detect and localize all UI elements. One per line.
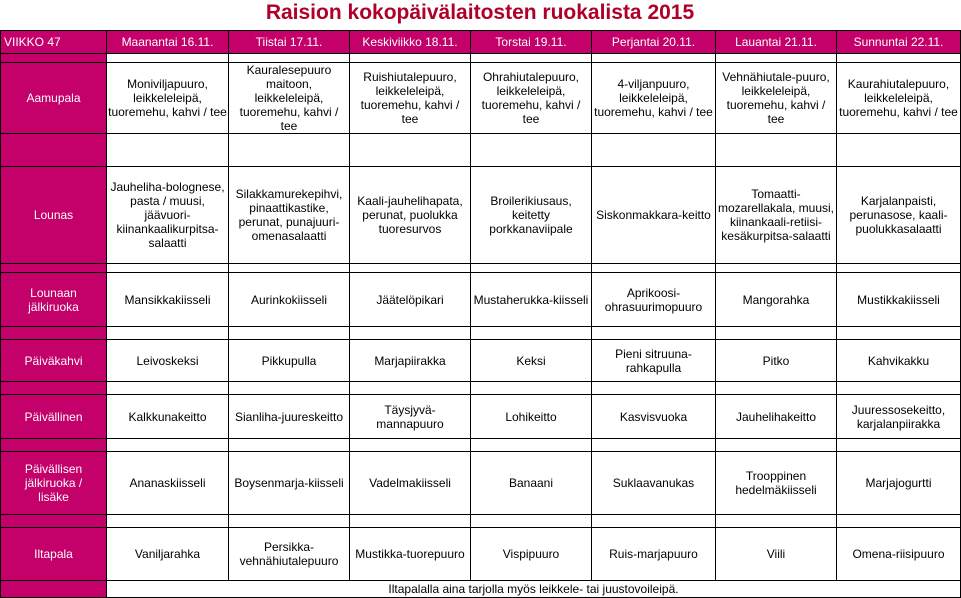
meal-row bbox=[1, 63, 961, 134]
text-line: perunat, puolukka bbox=[362, 208, 458, 222]
text-line: leikkeleleipä, bbox=[375, 84, 445, 98]
menu-cell-sat bbox=[716, 528, 837, 581]
text-line: pinaattikastike, bbox=[249, 201, 329, 215]
meal-row bbox=[1, 340, 961, 382]
text-line: Jäätelöpikari bbox=[376, 292, 444, 307]
text-line: Silakkamurekepihvi, bbox=[235, 187, 343, 201]
text-line: lisäke bbox=[38, 490, 69, 504]
menu-cell-wed bbox=[350, 63, 471, 134]
menu-cell-sun bbox=[837, 528, 961, 581]
text-line: leikkeleleipä, bbox=[496, 84, 566, 98]
text-line: Tomaatti- bbox=[751, 187, 801, 201]
meal-row bbox=[1, 273, 961, 327]
text-line: perunasose, kaali- bbox=[849, 208, 948, 222]
menu-cell-fri bbox=[592, 452, 716, 515]
text-line: Pikkupulla bbox=[261, 353, 317, 368]
menu-cell-sun bbox=[837, 273, 961, 327]
menu-cell-wed bbox=[350, 395, 471, 439]
menu-cell-mon bbox=[107, 452, 229, 515]
text-line: kiinankaalikurpitsa- bbox=[116, 222, 219, 236]
text-line: Mustaherukka-kiisseli bbox=[473, 292, 589, 307]
text-line: kiinankaali-retiisi- bbox=[729, 215, 823, 229]
text-line: Kaurahiutalepuuro, bbox=[847, 77, 950, 91]
text-line: keitetty bbox=[511, 208, 550, 222]
meal-label bbox=[1, 273, 107, 327]
text-line: Ruishiutalepuuro, bbox=[363, 70, 457, 84]
text-line: Kasvisvuoka bbox=[619, 409, 688, 424]
text-line: Mustikka-tuorepuuro bbox=[355, 547, 465, 561]
text-line: Kalkkunakeitto bbox=[128, 409, 207, 424]
menu-cell-sun bbox=[837, 452, 961, 515]
menu-cell-tue bbox=[229, 340, 350, 382]
text-line: Broilerikiusaus, bbox=[490, 194, 572, 208]
menu-cell-mon bbox=[107, 395, 229, 439]
text-line: 4-viljanpuuro, bbox=[617, 77, 690, 91]
text-line: Marjapiirakka bbox=[374, 353, 446, 368]
meal-row bbox=[1, 395, 961, 439]
text-line: Vispipuuro bbox=[502, 547, 560, 561]
menu-cell-fri bbox=[592, 167, 716, 264]
text-line: jäävuori- bbox=[144, 208, 191, 222]
text-line: maitoon, leikkeleleipä, bbox=[254, 77, 324, 105]
menu-cell-fri bbox=[592, 273, 716, 327]
text-line: jälkiruoka bbox=[28, 299, 79, 314]
text-line: pasta / muusi, bbox=[130, 194, 205, 208]
text-line: Mustikkakiisseli bbox=[857, 292, 940, 307]
text-line: tuoremehu, kahvi / tee bbox=[594, 105, 713, 119]
text-line: Boysenmarja-kiisseli bbox=[234, 476, 344, 490]
text-line: Sianliha-juureskeitto bbox=[234, 409, 344, 424]
text-line: Moniviljapuuro, bbox=[127, 77, 208, 91]
text-line: Päiväkahvi bbox=[24, 353, 83, 368]
menu-cell-sat bbox=[716, 340, 837, 382]
menu-cell-thu bbox=[471, 167, 592, 264]
text-line: Mansikkakiisseli bbox=[124, 292, 211, 307]
meal-row bbox=[1, 167, 961, 264]
footnote-label-cell bbox=[1, 581, 107, 598]
menu-cell-tue bbox=[229, 452, 350, 515]
text-line: rahkapulla bbox=[625, 360, 682, 375]
menu-cell-mon bbox=[107, 528, 229, 581]
spacer-row bbox=[1, 264, 961, 273]
text-line: kesäkurpitsa-salaatti bbox=[721, 229, 831, 243]
menu-cell-sat bbox=[716, 452, 837, 515]
text-line: Täysjyvä-mannapuuro bbox=[376, 402, 444, 431]
menu-cell-sat bbox=[716, 63, 837, 134]
menu-cell-wed bbox=[350, 452, 471, 515]
text-line: ohrasuurimopuuro bbox=[604, 299, 703, 314]
meal-label bbox=[1, 395, 107, 439]
text-line: Kahvikakku bbox=[867, 353, 930, 368]
text-line: leikkeleleipä, bbox=[864, 91, 933, 105]
text-line: Keksi bbox=[516, 353, 546, 368]
text-line: Leivoskeksi bbox=[136, 353, 199, 368]
meal-label bbox=[1, 528, 107, 581]
text-line: leikkeleleipä, bbox=[741, 84, 811, 98]
text-line: Suklaavanukas bbox=[612, 476, 695, 490]
menu-cell-mon bbox=[107, 63, 229, 134]
text-line: Ananaskiisseli bbox=[129, 476, 206, 490]
day-header-sun: Sunnuntai 22.11. bbox=[837, 31, 961, 54]
menu-cell-sat bbox=[716, 273, 837, 327]
text-line: puolukkasalaatti bbox=[855, 222, 942, 236]
spacer-row bbox=[1, 382, 961, 395]
menu-table bbox=[0, 30, 961, 598]
spacer-row bbox=[1, 327, 961, 340]
meal-label bbox=[1, 167, 107, 264]
menu-cell-tue bbox=[229, 167, 350, 264]
footnote-row bbox=[1, 581, 961, 598]
text-line: Pitko bbox=[762, 353, 790, 368]
menu-cell-fri bbox=[592, 528, 716, 581]
day-header-sat: Lauantai 21.11. bbox=[716, 31, 837, 54]
text-line: tuoremehu, kahvi / tee bbox=[481, 98, 581, 126]
menu-cell-sun bbox=[837, 167, 961, 264]
text-line: mozarellakala, muusi, bbox=[717, 201, 835, 215]
text-line: Kaali-jauhelihapata, bbox=[357, 194, 463, 208]
text-line: Lounas bbox=[33, 208, 74, 222]
menu-cell-mon bbox=[107, 167, 229, 264]
day-header-wed: Keskiviikko 18.11. bbox=[350, 31, 471, 54]
text-line: Aamupala bbox=[26, 91, 81, 105]
text-line: porkkanaviipale bbox=[489, 222, 573, 236]
text-line: leikkeleleipä, bbox=[619, 91, 688, 105]
spacer-row bbox=[1, 54, 961, 63]
text-line: jälkiruoka / bbox=[24, 476, 83, 490]
menu-cell-fri bbox=[592, 395, 716, 439]
menu-cell-sun bbox=[837, 395, 961, 439]
meal-label bbox=[1, 63, 107, 134]
text-line: Päivällinen bbox=[24, 409, 83, 424]
day-header-thu: Torstai 19.11. bbox=[471, 31, 592, 54]
text-line: Iltapala bbox=[34, 547, 73, 561]
meal-row bbox=[1, 452, 961, 515]
menu-cell-thu bbox=[471, 273, 592, 327]
menu-cell-wed bbox=[350, 528, 471, 581]
text-line: leikkeleleipä, bbox=[133, 91, 202, 105]
text-line: Karjalanpaisti, bbox=[860, 194, 937, 208]
menu-cell-fri bbox=[592, 63, 716, 134]
text-line: Kauralesepuuro bbox=[246, 63, 332, 77]
menu-cell-sun bbox=[837, 340, 961, 382]
day-header-tue: Tiistai 17.11. bbox=[229, 31, 350, 54]
text-line: Persikka- bbox=[263, 540, 314, 554]
text-line: Siskonmakkara-keitto bbox=[596, 208, 711, 222]
text-line: Jauheliha-bolognese, bbox=[110, 180, 225, 194]
text-line: Vadelmakiisseli bbox=[369, 476, 451, 490]
text-line: tuoremehu, kahvi / tee bbox=[726, 98, 826, 126]
text-line: Viili bbox=[766, 547, 786, 561]
menu-cell-thu bbox=[471, 63, 592, 134]
meal-row bbox=[1, 528, 961, 581]
text-line: tuoremehu, kahvi / tee bbox=[108, 105, 227, 119]
menu-cell-wed bbox=[350, 167, 471, 264]
text-line: Trooppinen bbox=[745, 469, 807, 483]
text-line: tuoresurvos bbox=[378, 222, 442, 236]
text-line: Banaani bbox=[508, 476, 554, 490]
meal-label bbox=[1, 452, 107, 515]
text-line: Aurinkokiisseli bbox=[250, 292, 328, 307]
text-line: Lounaan bbox=[30, 285, 77, 300]
menu-cell-mon bbox=[107, 273, 229, 327]
text-line: Vaniljarahka bbox=[134, 547, 201, 561]
text-line: perunat, punajuuri- bbox=[238, 215, 340, 229]
text-line: hedelmäkiisseli bbox=[735, 483, 817, 497]
text-line: Aprikoosi- bbox=[626, 285, 681, 300]
text-line: Marjajogurtti bbox=[865, 476, 932, 490]
text-line: Ohrahiutalepuuro, bbox=[482, 70, 580, 84]
text-line: omenasalaatti bbox=[251, 229, 327, 243]
spacer-row bbox=[1, 439, 961, 452]
text-line: karjalanpiirakka bbox=[856, 416, 941, 431]
text-line: Omena-riisipuuro bbox=[852, 547, 945, 561]
menu-cell-sat bbox=[716, 395, 837, 439]
text-line: Jauhelihakeitto bbox=[735, 409, 817, 424]
text-line: tuoremehu, kahvi / tee bbox=[360, 98, 460, 126]
menu-cell-tue bbox=[229, 63, 350, 134]
menu-cell-tue bbox=[229, 528, 350, 581]
menu-cell-fri bbox=[592, 340, 716, 382]
text-line: Päivällisen bbox=[24, 462, 83, 476]
menu-cell-tue bbox=[229, 273, 350, 327]
menu-cell-mon bbox=[107, 340, 229, 382]
text-line: vehnähiutalepuuro bbox=[239, 554, 339, 568]
menu-cell-tue bbox=[229, 395, 350, 439]
text-line: salaatti bbox=[148, 236, 187, 250]
menu-cell-thu bbox=[471, 340, 592, 382]
text-line: Lohikeitto bbox=[505, 409, 557, 424]
footnote-text: Iltapalalla aina tarjolla myös leikkele- tai juustovoileipä. bbox=[107, 581, 961, 598]
menu-cell-sun bbox=[837, 63, 961, 134]
day-header-mon: Maanantai 16.11. bbox=[107, 31, 229, 54]
menu-cell-thu bbox=[471, 452, 592, 515]
page-title: Raision kokopäivälaitosten ruokalista 2015 bbox=[265, 1, 695, 24]
header-row bbox=[1, 31, 961, 54]
week-label: VIIKKO 47 bbox=[1, 31, 107, 54]
menu-cell-wed bbox=[350, 340, 471, 382]
spacer-row bbox=[1, 134, 961, 167]
menu-cell-sat bbox=[716, 167, 837, 264]
text-line: Juuressosekeitto, bbox=[851, 402, 946, 417]
text-line: Pieni sitruuna- bbox=[615, 346, 692, 361]
menu-cell-wed bbox=[350, 273, 471, 327]
text-line: tuoremehu, kahvi / tee bbox=[839, 105, 958, 119]
menu-cell-thu bbox=[471, 395, 592, 439]
text-line: Mangorahka bbox=[742, 292, 810, 307]
menu-cell-thu bbox=[471, 528, 592, 581]
text-line: Ruis-marjapuuro bbox=[609, 547, 698, 561]
spacer-row bbox=[1, 515, 961, 528]
meal-label bbox=[1, 340, 107, 382]
text-line: tuoremehu, kahvi / tee bbox=[239, 105, 339, 133]
text-line: Vehnähiutale-puuro, bbox=[722, 70, 830, 84]
day-header-fri: Perjantai 20.11. bbox=[592, 31, 716, 54]
